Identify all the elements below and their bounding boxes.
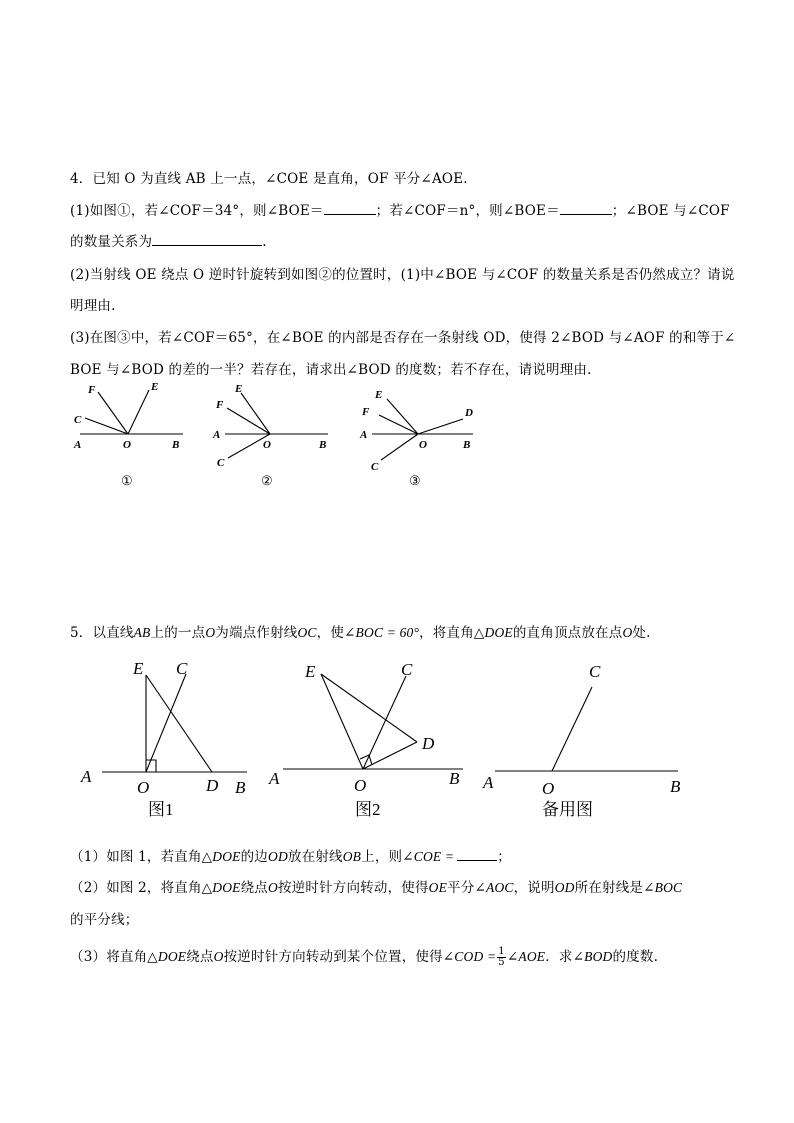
q5-p1-tri: △DOE	[201, 849, 241, 864]
answer-blank-relation[interactable]	[152, 232, 262, 246]
svg-text:B: B	[235, 778, 246, 797]
q5-p3-text-d: ．求	[545, 949, 573, 965]
q5-p3-bod: ∠BOD	[572, 949, 613, 964]
q5-figure-2	[265, 655, 475, 825]
q4-part3-cont: BOE 与∠BOD 的差的一半？若存在，请求出∠BOD 的度数；若不存在，请说明理由.	[70, 362, 592, 378]
q4-p1-text-c: ；∠BOE 与∠COF	[611, 203, 730, 219]
svg-text:E: E	[151, 381, 159, 393]
fraction-numerator: 1	[498, 946, 505, 957]
fig-caption-1: 图1	[148, 800, 174, 819]
q5-stem-text-e: ，将直角	[419, 625, 474, 641]
svg-text:F: F	[362, 406, 370, 418]
q5-p2-text-c: 按逆时针方向转动，使得	[277, 880, 429, 896]
svg-text:D: D	[465, 407, 473, 419]
q5-p1-text-a: （1）如图 1，若直角	[70, 849, 202, 865]
q5-p3-o: O	[213, 949, 224, 964]
q5-part3	[70, 945, 658, 968]
q5-p2-o: O	[268, 880, 278, 895]
q4-p1-text-e: .	[262, 234, 267, 250]
answer-blank-boe-n[interactable]	[560, 201, 612, 215]
q5-var-tri: △DOE	[473, 625, 513, 640]
svg-text:A: A	[360, 429, 368, 441]
q5-p2-oe: OE	[428, 880, 448, 895]
q5-p3-text-c: 按逆时针方向转动到某个位置，使得	[223, 949, 443, 965]
svg-text:B: B	[670, 777, 681, 796]
svg-text:B: B	[449, 769, 460, 788]
q5-p2-text-b: 绕点	[240, 880, 269, 896]
svg-text:C: C	[401, 660, 413, 679]
q5-var-o-2: O	[622, 625, 633, 640]
q5-stem	[70, 621, 651, 641]
q5-p1-text-e: ；	[497, 849, 511, 865]
q5-stem-text-f: 的直角顶点放在点	[512, 625, 623, 641]
svg-text:O: O	[123, 439, 131, 451]
svg-text:C: C	[217, 457, 225, 469]
svg-text:C: C	[371, 461, 379, 473]
q5-p3-fraction	[497, 947, 506, 968]
q5-p2-od: OD	[554, 880, 575, 895]
q4-p1-text-a: (1)如图①，若∠COF＝34°，则∠BOE＝	[70, 203, 324, 219]
q4-figure-2	[205, 375, 340, 495]
q4-part3: (3)在图③中，若∠COF＝65°，在∠BOE 的内部是否存在一条射线 OD，使得 2∠BOD 与∠AOF 的和等于∠	[70, 330, 736, 346]
answer-blank-coe[interactable]	[457, 847, 497, 861]
q5-var-ab: AB	[133, 625, 151, 640]
fig-label-3: ③	[409, 473, 421, 488]
q4-p1-text-d: 的数量关系为	[70, 234, 153, 250]
svg-text:O: O	[419, 439, 427, 451]
q5-p2-boc: ∠BOC	[643, 880, 683, 895]
q5-p2-text-e: ，说明	[513, 880, 555, 896]
svg-text:E: E	[235, 383, 243, 395]
q5-var-oc: OC	[297, 625, 317, 640]
q5-p3-text-b: 绕点	[186, 949, 214, 965]
svg-text:O: O	[137, 778, 150, 797]
q5-p3-text-e: 的度数.	[612, 949, 659, 965]
q4-figure-1	[65, 375, 195, 495]
q4-figure-3	[355, 375, 485, 495]
svg-text:B: B	[172, 439, 180, 451]
q5-p1-ob: OB	[342, 849, 362, 864]
q5-part2-cont: 的平分线；	[70, 912, 139, 928]
q5-p1-od: OD	[268, 849, 288, 864]
q5-p3-text-a: （3）将直角	[70, 949, 148, 965]
q5-var-o: O	[205, 625, 216, 640]
q5-stem-text-d: ，使	[316, 625, 345, 641]
fig-label-2: ②	[261, 473, 273, 488]
q5-part2	[70, 876, 682, 896]
q5-p3-tri: △DOE	[147, 949, 187, 964]
svg-text:C: C	[589, 662, 601, 681]
q5-stem-text-a: 5．以直线	[70, 625, 134, 641]
q4-part2-cont: 明理由.	[70, 298, 116, 314]
svg-text:B: B	[319, 439, 327, 451]
svg-text:O: O	[542, 779, 555, 798]
q5-stem-text-c: 为端点作射线	[215, 625, 298, 641]
svg-text:O: O	[354, 776, 367, 795]
q5-p2-text-a: （2）如图 2，将直角	[70, 880, 202, 896]
svg-text:C: C	[74, 414, 82, 426]
svg-text:A: A	[74, 439, 82, 451]
q5-p1-text-c: 放在射线	[287, 849, 343, 865]
q5-stem-text-b: 上的一点	[150, 625, 206, 641]
q5-p2-tri: △DOE	[201, 880, 241, 895]
svg-text:E: E	[133, 659, 144, 678]
q4-part2: (2)当射线 OE 绕点 O 逆时针旋转到如图②的位置时，(1)中∠BOE 与∠COF 的数量关系是否仍然成立？请说	[70, 267, 735, 283]
svg-text:A: A	[483, 773, 494, 792]
q5-p2-aoc: ∠AOC	[474, 880, 514, 895]
svg-text:E: E	[375, 389, 383, 401]
svg-text:A: A	[269, 769, 280, 788]
svg-text:A: A	[213, 429, 221, 441]
q5-p3-aoe: ∠AOE	[506, 949, 546, 964]
answer-blank-boe[interactable]	[324, 201, 376, 215]
q5-p1-text-d: 上，则	[361, 849, 403, 865]
q5-figure-spare	[475, 655, 695, 825]
q5-p3-cod: ∠COD =	[442, 949, 497, 964]
fraction-denominator: 5	[498, 957, 505, 968]
q5-p1-coe: ∠COE =	[402, 849, 455, 864]
svg-text:E: E	[305, 662, 316, 681]
fig-caption-spare: 备用图	[542, 800, 593, 819]
fig-caption-2: 图2	[355, 800, 381, 819]
q4-part1-cont	[70, 230, 267, 250]
svg-text:A: A	[81, 767, 92, 786]
svg-text:B: B	[463, 439, 471, 451]
q5-p2-text-d: 平分	[447, 880, 475, 896]
svg-text:C: C	[176, 659, 188, 678]
svg-text:O: O	[263, 439, 271, 451]
q5-stem-text-g: 处.	[632, 625, 651, 641]
q4-p1-text-b: ；若∠COF＝n°，则∠BOE＝	[375, 203, 560, 219]
q5-p2-text-f: 所在射线是	[574, 880, 644, 896]
svg-text:F: F	[216, 399, 224, 411]
fig-label-1: ①	[121, 473, 133, 488]
svg-text:D: D	[422, 734, 435, 753]
q5-angle-boc: ∠BOC = 60°	[344, 625, 420, 640]
q5-part1	[70, 845, 511, 865]
svg-text:F: F	[88, 384, 96, 396]
q4-part1	[70, 199, 730, 219]
q5-figure-1	[75, 655, 265, 825]
svg-text:D: D	[206, 776, 219, 795]
q5-p1-text-b: 的边	[240, 849, 269, 865]
q4-stem: 4．已知 O 为直线 AB 上一点，∠COE 是直角，OF 平分∠AOE.	[70, 171, 468, 187]
